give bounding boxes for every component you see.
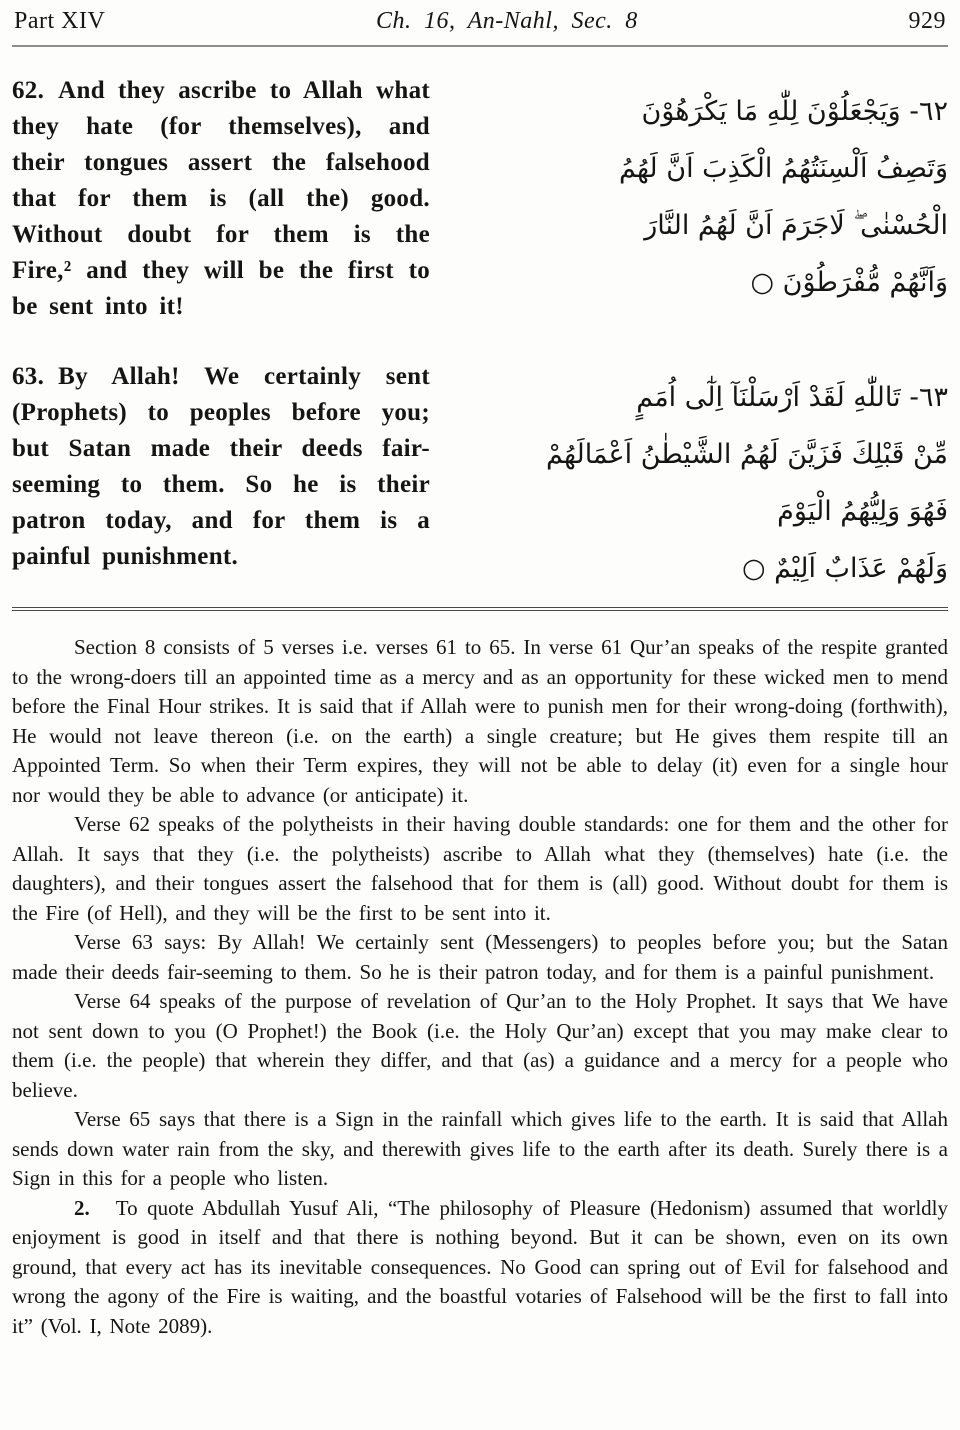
part-label: Part XIV bbox=[14, 8, 106, 34]
verse-63-translation bbox=[12, 359, 430, 597]
arabic-line: وَاَنَّهُمْ مُّفْرَطُوْنَ ○ bbox=[750, 267, 948, 298]
arabic-line: مِّنْ قَبْلِكَ فَزَيَّنَ لَهُمُ الشَّيْطٰنُ اَعْمَالَهُمْ bbox=[546, 439, 948, 470]
arabic-line: وَلَهُمْ عَذَابٌ اَلِيْمٌ ○ bbox=[741, 553, 948, 584]
verse-62-arabic bbox=[456, 73, 948, 325]
commentary-paragraph: Section 8 consists of 5 verses i.e. verses 61 to 65. In verse 61 Qur’an speaks of the respite granted to the wrong-doers till an appointed time as a mercy and as an opportunity for these wicked men to mend before the Final Hour strikes. It is said that if Allah were to punish men for their wrong-doing (forthwith), He would not leave thereon (i.e. on the earth) a single creature; but He gives them respite till an Appointed Term. So when their Term expires, they will not be able to delay (it) even for a single hour nor would they be able to advance (or anticipate) it. bbox=[12, 635, 948, 807]
commentary-paragraph: Verse 64 speaks of the purpose of revelation of Qur’an to the Holy Prophet. It says that We have not sent down to you (O Prophet!) the Book (i.e. the Holy Qur’an) except that you may make clear to them (i.e. the people) that wherein they differ, and that (as) a guidance and a mercy for a people who believe. bbox=[12, 989, 948, 1102]
arabic-line: الْحُسْنٰى ۖ لَاجَرَمَ اَنَّ لَهُمُ النَّارَ bbox=[644, 210, 948, 241]
footnote-text: To quote Abdullah Yusuf Ali, “The philosophy of Pleasure (Hedonism) assumed that worldly enjoyment is good in itself and that there is nothing beyond. But it can be shown, even on its own ground, that every act has its inevitable consequences. No Good can spring out of Evil for falsehood and wrong the agony of the Fire is waiting, and the boastful votaries of Falsehood will be the first to fall into it” (Vol. I, Note 2089). bbox=[12, 1195, 948, 1338]
page-header bbox=[12, 6, 948, 47]
verse-62-number: 62. bbox=[12, 77, 45, 104]
verse-63-arabic bbox=[456, 359, 948, 597]
arabic-line: ٦٢- وَيَجْعَلُوْنَ لِلّٰهِ مَا يَكْرَهُوْنَ bbox=[641, 96, 948, 127]
verse-62-translation-text: And they ascribe to Allah what they hate (for themselves), and their tongues assert the falsehood that for them is (all the) good. Without doubt for them is the Fire,² and they will be the first to be sent into it! bbox=[12, 77, 430, 320]
commentary-paragraph: Verse 65 says that there is a Sign in the rainfall which gives life to the earth. It is said that Allah sends down water rain from the sky, and therewith gives life to the earth after its death. Surely there is a Sign in this for a people who listen. bbox=[12, 1107, 948, 1190]
commentary-paragraph: Verse 62 speaks of the polytheists in their having double standards: one for them and the other for Allah. It says that they (i.e. the polytheists) ascribe to Allah what they (themselves) hate (i.e. the daughters), and their tongues assert the falsehood that for them is (all) good. Without doubt for them is the Fire (of Hell), and they will be the first to be sent into it. bbox=[12, 812, 948, 925]
verse-63-number: 63. bbox=[12, 363, 45, 390]
commentary-paragraph: Verse 63 says: By Allah! We certainly sent (Messengers) to peoples before you; but the Satan made their deeds fair-seeming to them. So he is their patron today, and for them is a painful punishment. bbox=[12, 930, 948, 984]
section-divider bbox=[12, 607, 948, 611]
arabic-line: وَتَصِفُ اَلْسِنَتُهُمُ الْكَذِبَ اَنَّ لَهُمُ bbox=[619, 153, 948, 184]
arabic-line: فَهُوَ وَلِيُّهُمُ الْيَوْمَ bbox=[777, 496, 948, 527]
arabic-line: ٦٣- تَاللّٰهِ لَقَدْ اَرْسَلْنَآ اِلٰٓى اُمَمٍ bbox=[636, 382, 948, 413]
footnote-paragraph bbox=[12, 1194, 948, 1342]
footnote-marker: 2. bbox=[74, 1195, 90, 1220]
verses-section bbox=[12, 73, 948, 597]
chapter-title: Ch. 16, An-Nahl, Sec. 8 bbox=[376, 8, 638, 34]
page-number: 929 bbox=[908, 8, 946, 34]
verse-63-translation-text: By Allah! We certainly sent (Prophets) to peoples before you; but Satan made their deeds fair-seeming to them. So he is their patron today, and for them is a painful punishment. bbox=[12, 363, 430, 570]
verse-62-translation bbox=[12, 73, 430, 325]
commentary-section bbox=[12, 633, 948, 1341]
